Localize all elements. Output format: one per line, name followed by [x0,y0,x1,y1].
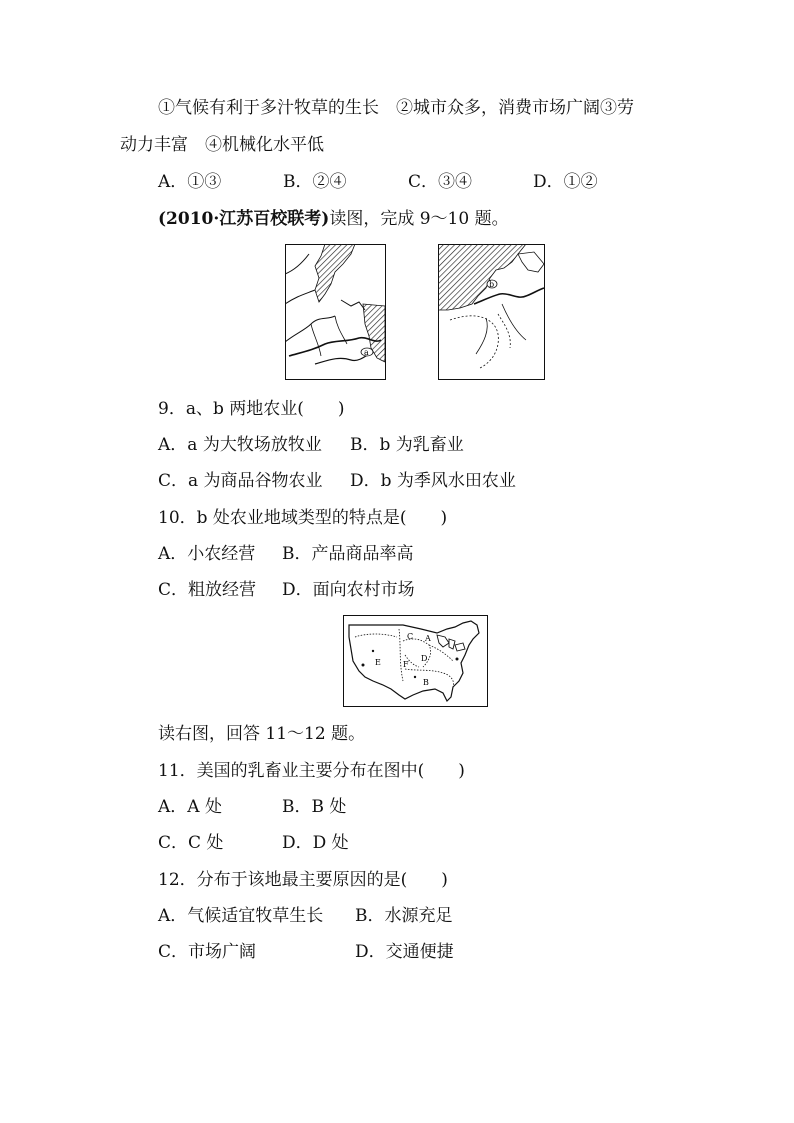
q10-option-d: D．面向农村市场 [282,580,415,600]
usa-label-a: A [425,634,431,643]
q12-option-d: D．交通便捷 [355,942,454,962]
q9-option-b: B．b 为乳畜业 [350,435,464,455]
q11-option-c: C．C 处 [158,833,224,853]
map-a [285,244,386,380]
q8-option-d: D．①② [533,172,598,192]
source-label: (2010·江苏百校联考) [158,209,330,229]
q8-option-b: B．②④ [283,172,347,192]
q10-stem: 10．b 处农业地域类型的特点是( ) [158,508,448,528]
q10-option-a: A．小农经营 [158,544,256,564]
q10-option-b: B．产品商品率高 [282,544,414,564]
usa-label-c: C [407,632,414,641]
usa-label-b: B [423,678,429,687]
q9-option-c: C．a 为商品谷物农业 [158,471,323,491]
section-header-1 [158,207,509,231]
q12-stem: 12．分布于该地最主要原因的是( ) [158,870,448,890]
q10-option-c: C．粗放经营 [158,580,257,600]
usa-map [343,615,488,707]
q11-option-a: A．A 处 [158,797,222,817]
map-label-a: a [364,348,369,357]
usa-label-e: E [375,658,381,667]
q9-option-d: D．b 为季风水田农业 [350,471,516,491]
section-header-2: 读右图，回答 11～12 题。 [158,724,366,744]
intro-line-1: ①气候有利于多汁牧草的生长 ②城市众多，消费市场广阔③劳 [158,98,634,118]
q9-stem: 9．a、b 两地农业( ) [158,399,345,419]
q12-option-a: A．气候适宜牧草生长 [158,906,324,926]
intro-line-2: 动力丰富 ④机械化水平低 [120,135,324,155]
usa-label-f: F [403,660,409,669]
q8-option-a: A．①③ [158,172,222,192]
usa-label-d: D [421,654,428,663]
q12-option-c: C．市场广阔 [158,942,257,962]
q8-option-c: C．③④ [408,172,473,192]
section-instruction: 读图，完成 9～10 题。 [329,209,509,229]
q11-stem: 11．美国的乳畜业主要分布在图中( ) [158,761,465,781]
q9-option-a: A．a 为大牧场放牧业 [158,435,322,455]
map-label-b: b [489,280,495,289]
q11-option-b: B．B 处 [282,797,347,817]
map-b [438,244,545,380]
q12-option-b: B．水源充足 [355,906,453,926]
q11-option-d: D．D 处 [282,833,349,853]
